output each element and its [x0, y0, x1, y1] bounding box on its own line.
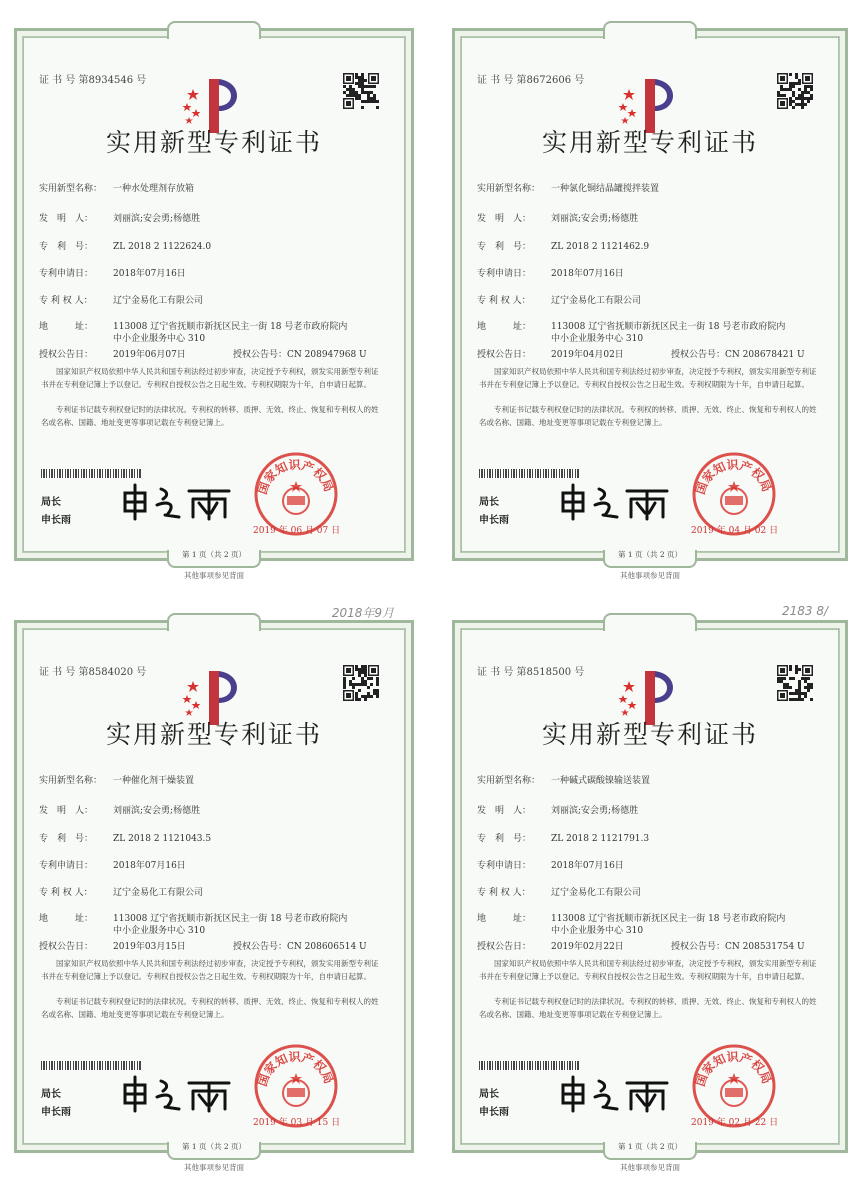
grant-pub-value: CN 208947968 U	[287, 350, 367, 360]
address-line2: 中小企业服务中心 310	[551, 334, 644, 344]
certificate-number: 证 书 号 第8934546 号	[39, 75, 147, 86]
inventor-value: 刘丽滨;安会勇;杨德胜	[113, 806, 201, 816]
commissioner-signature	[555, 481, 675, 521]
inventor-label: 发 明 人：	[477, 214, 532, 224]
filing-date-value: 2018年07月16日	[551, 269, 624, 279]
inventor-value: 刘丽滨;安会勇;杨德胜	[551, 806, 639, 816]
patent-number-label: 专 利 号：	[477, 834, 532, 844]
grant-pub-value: CN 208606514 U	[287, 942, 367, 952]
seal-date: 2019 年 02 月 22 日	[691, 1118, 779, 1128]
filing-date-row	[477, 858, 624, 871]
statement-paragraph-2: 专利证书记载专利权登记时的法律状况。专利权的转移、质押、无效、终止、恢复和专利权人的姓名或名称、国籍、地址变更等事项记载在专利登记簿上。	[41, 405, 379, 427]
page-number: 第 1 页（共 2 页）	[617, 550, 683, 559]
filing-date-row	[477, 266, 624, 279]
certificate-frame	[452, 28, 848, 561]
commissioner-name: 申长雨	[479, 1107, 509, 1118]
grant-date-label: 授权公告日：	[477, 942, 532, 952]
utility-model-name-value: 一种催化剂干燥装置	[113, 776, 195, 786]
barcode	[479, 469, 579, 478]
grant-date-value: 2019年03月15日	[113, 942, 186, 952]
commissioner-name: 申长雨	[41, 515, 71, 526]
certificate	[452, 28, 848, 583]
filing-date-label: 专利申请日：	[477, 861, 532, 871]
grant-pub-label: 授权公告号：	[671, 942, 726, 952]
svg-text:国家知识产权局	[693, 457, 774, 496]
patent-number-row	[39, 831, 211, 844]
commissioner-signature	[117, 481, 237, 521]
inventor-row	[477, 211, 638, 224]
certificate	[14, 606, 414, 1175]
grant-pub-label: 授权公告号：	[671, 350, 726, 360]
inventor-row	[477, 803, 638, 816]
inventor-label: 发 明 人：	[39, 214, 94, 224]
handwritten-note: 2183 8/	[781, 604, 828, 618]
statement-paragraph-1: 国家知识产权局依照中华人民共和国专利法经过初步审查，决定授予专利权，颁发实用新型专利证书并在专利登记簿上予以登记。专利权自授权公告之日起生效。专利权期限为十年，自申请日起算。	[479, 959, 817, 981]
inventor-label: 发 明 人：	[477, 806, 532, 816]
seal-date: 2019 年 04 月 02 日	[691, 526, 779, 536]
inventor-row	[39, 803, 200, 816]
patentee-label: 专 利 权 人：	[39, 888, 93, 898]
svg-text:国家知识产权局	[255, 1049, 336, 1088]
patentee-value: 辽宁金易化工有限公司	[113, 296, 204, 306]
utility-model-name-value: 一种氯化铜结晶罐搅拌装置	[551, 184, 660, 194]
top-ornament	[603, 21, 697, 39]
commissioner-title: 局长	[479, 497, 499, 508]
grant-date-value: 2019年04月02日	[551, 350, 624, 360]
address-label: 地 址：	[39, 322, 94, 332]
utility-model-name-row	[477, 181, 659, 194]
certificate-frame	[452, 620, 848, 1153]
address-line2: 中小企业服务中心 310	[551, 926, 644, 936]
utility-model-name-row	[39, 773, 194, 786]
statement-paragraph-2: 专利证书记载专利权登记时的法律状况。专利权的转移、质押、无效、终止、恢复和专利权人的姓名或名称、国籍、地址变更等事项记载在专利登记簿上。	[41, 997, 379, 1019]
address-label: 地 址：	[39, 914, 94, 924]
address-label: 地 址：	[477, 914, 532, 924]
patentee-row	[39, 293, 203, 306]
grant-date-label: 授权公告日：	[477, 350, 532, 360]
certificate-title: 实用新型专利证书	[105, 128, 322, 157]
address-value: 113008 辽宁省抚顺市新抚区民主一街 18 号老市政府院内	[551, 322, 786, 332]
utility-model-name-row	[39, 181, 194, 194]
filing-date-label: 专利申请日：	[39, 269, 94, 279]
patent-number-value: ZL 2018 2 1121462.9	[551, 242, 650, 252]
commissioner-title: 局长	[41, 497, 61, 508]
page-number: 第 1 页（共 2 页）	[181, 550, 247, 559]
commissioner-signature	[555, 1073, 675, 1113]
address-value: 113008 辽宁省抚顺市新抚区民主一街 18 号老市政府院内	[113, 322, 348, 332]
grant-date-value: 2019年02月22日	[551, 942, 624, 952]
inventor-label: 发 明 人：	[39, 806, 94, 816]
grant-row	[39, 939, 367, 952]
utility-model-name-label: 实用新型名称：	[477, 776, 541, 786]
qr-code	[343, 73, 379, 109]
certificate	[452, 604, 848, 1175]
grant-pub-label: 授权公告号：	[233, 350, 288, 360]
commissioner-title: 局长	[41, 1089, 61, 1100]
patentee-label: 专 利 权 人：	[477, 888, 531, 898]
certificate-frame	[14, 620, 414, 1153]
filing-date-value: 2018年07月16日	[113, 861, 186, 871]
patentee-value: 辽宁金易化工有限公司	[551, 888, 642, 898]
commissioner-title: 局长	[479, 1089, 499, 1100]
utility-model-name-row	[477, 773, 650, 786]
certificate-number: 证 书 号 第8672606 号	[477, 75, 585, 86]
filing-date-value: 2018年07月16日	[551, 861, 624, 871]
certificate-number: 证 书 号 第8518500 号	[477, 667, 585, 678]
barcode	[479, 1061, 579, 1070]
barcode	[41, 1061, 141, 1070]
statement-paragraph-2: 专利证书记载专利权登记时的法律状况。专利权的转移、质押、无效、终止、恢复和专利权人的姓名或名称、国籍、地址变更等事项记载在专利登记簿上。	[479, 405, 817, 427]
qr-code	[343, 665, 379, 701]
certificate	[14, 28, 414, 583]
grant-row	[477, 939, 805, 952]
patent-number-row	[39, 239, 211, 252]
inventor-row	[39, 211, 200, 224]
utility-model-name-value: 一种水处理剂存放箱	[113, 184, 195, 194]
patent-number-label: 专 利 号：	[39, 242, 94, 252]
back-note: 其他事项参见背面	[184, 571, 244, 580]
seal-date: 2019 年 06 月 07 日	[253, 526, 341, 536]
grant-row	[39, 347, 367, 360]
grant-date-label: 授权公告日：	[39, 942, 94, 952]
patentee-label: 专 利 权 人：	[39, 296, 93, 306]
filing-date-row	[39, 858, 186, 871]
address-line2: 中小企业服务中心 310	[113, 334, 206, 344]
statement-paragraph-1: 国家知识产权局依照中华人民共和国专利法经过初步审查，决定授予专利权，颁发实用新型专利证书并在专利登记簿上予以登记。专利权自授权公告之日起生效。专利权期限为十年，自申请日起算。	[479, 367, 817, 389]
grant-date-value: 2019年06月07日	[113, 350, 186, 360]
seal-date: 2019 年 03 月 15 日	[253, 1118, 341, 1128]
patentee-row	[39, 885, 203, 898]
commissioner-name: 申长雨	[41, 1107, 71, 1118]
top-ornament	[167, 21, 261, 39]
patentee-row	[477, 293, 641, 306]
patentee-value: 辽宁金易化工有限公司	[551, 296, 642, 306]
address-label: 地 址：	[477, 322, 532, 332]
qr-code	[777, 73, 813, 109]
statement-paragraph-1: 国家知识产权局依照中华人民共和国专利法经过初步审查，决定授予专利权，颁发实用新型专利证书并在专利登记簿上予以登记。专利权自授权公告之日起生效。专利权期限为十年，自申请日起算。	[41, 959, 379, 981]
back-note: 其他事项参见背面	[184, 1163, 244, 1172]
patentee-label: 专 利 权 人：	[477, 296, 531, 306]
utility-model-name-value: 一种碱式碳酸镍输送装置	[551, 776, 651, 786]
back-note: 其他事项参见背面	[620, 1163, 680, 1172]
certificate-title: 实用新型专利证书	[541, 128, 758, 157]
address-line2: 中小企业服务中心 310	[113, 926, 206, 936]
filing-date-label: 专利申请日：	[477, 269, 532, 279]
patent-number-value: ZL 2018 2 1122624.0	[113, 242, 212, 252]
inventor-value: 刘丽滨;安会勇;杨德胜	[113, 214, 201, 224]
grant-pub-value: CN 208531754 U	[725, 942, 805, 952]
address-value: 113008 辽宁省抚顺市新抚区民主一街 18 号老市政府院内	[551, 914, 786, 924]
grant-pub-label: 授权公告号：	[233, 942, 288, 952]
patent-number-label: 专 利 号：	[39, 834, 94, 844]
patent-number-value: ZL 2018 2 1121043.5	[113, 834, 212, 844]
address-value: 113008 辽宁省抚顺市新抚区民主一街 18 号老市政府院内	[113, 914, 348, 924]
filing-date-value: 2018年07月16日	[113, 269, 186, 279]
commissioner-signature	[117, 1073, 237, 1113]
certificate-frame	[14, 28, 414, 561]
top-ornament	[603, 613, 697, 631]
barcode	[41, 469, 141, 478]
patentee-row	[477, 885, 641, 898]
top-ornament	[167, 613, 261, 631]
filing-date-row	[39, 266, 186, 279]
certificate-number: 证 书 号 第8584020 号	[39, 667, 147, 678]
patentee-value: 辽宁金易化工有限公司	[113, 888, 204, 898]
page-number: 第 1 页（共 2 页）	[181, 1142, 247, 1151]
certificate-title: 实用新型专利证书	[105, 720, 322, 749]
back-note: 其他事项参见背面	[620, 571, 680, 580]
seal-text: 国家知识产权局	[255, 457, 337, 497]
statement-paragraph-1: 国家知识产权局依照中华人民共和国专利法经过初步审查，决定授予专利权，颁发实用新型专利证书并在专利登记簿上予以登记。专利权自授权公告之日起生效。专利权期限为十年，自申请日起算。	[41, 367, 379, 389]
patent-number-label: 专 利 号：	[477, 242, 532, 252]
utility-model-name-label: 实用新型名称：	[39, 776, 103, 786]
svg-text:国家知识产权局	[255, 457, 336, 496]
certificate-title: 实用新型专利证书	[541, 720, 758, 749]
seal-text: 国家知识产权局	[693, 1049, 775, 1089]
seal-text: 国家知识产权局	[255, 1049, 337, 1089]
patent-number-row	[477, 831, 649, 844]
statement-paragraph-2: 专利证书记载专利权登记时的法律状况。专利权的转移、质押、无效、终止、恢复和专利权人的姓名或名称、国籍、地址变更等事项记载在专利登记簿上。	[479, 997, 817, 1019]
grant-pub-value: CN 208678421 U	[725, 350, 805, 360]
inventor-value: 刘丽滨;安会勇;杨德胜	[551, 214, 639, 224]
patent-number-value: ZL 2018 2 1121791.3	[551, 834, 650, 844]
filing-date-label: 专利申请日：	[39, 861, 94, 871]
handwritten-note: 2018年9月	[331, 606, 394, 620]
page-number: 第 1 页（共 2 页）	[617, 1142, 683, 1151]
grant-row	[477, 347, 805, 360]
utility-model-name-label: 实用新型名称：	[39, 184, 103, 194]
qr-code	[777, 665, 813, 701]
commissioner-name: 申长雨	[479, 515, 509, 526]
patent-number-row	[477, 239, 649, 252]
svg-text:国家知识产权局	[693, 1049, 774, 1088]
seal-text: 国家知识产权局	[693, 457, 775, 497]
grant-date-label: 授权公告日：	[39, 350, 94, 360]
utility-model-name-label: 实用新型名称：	[477, 184, 541, 194]
